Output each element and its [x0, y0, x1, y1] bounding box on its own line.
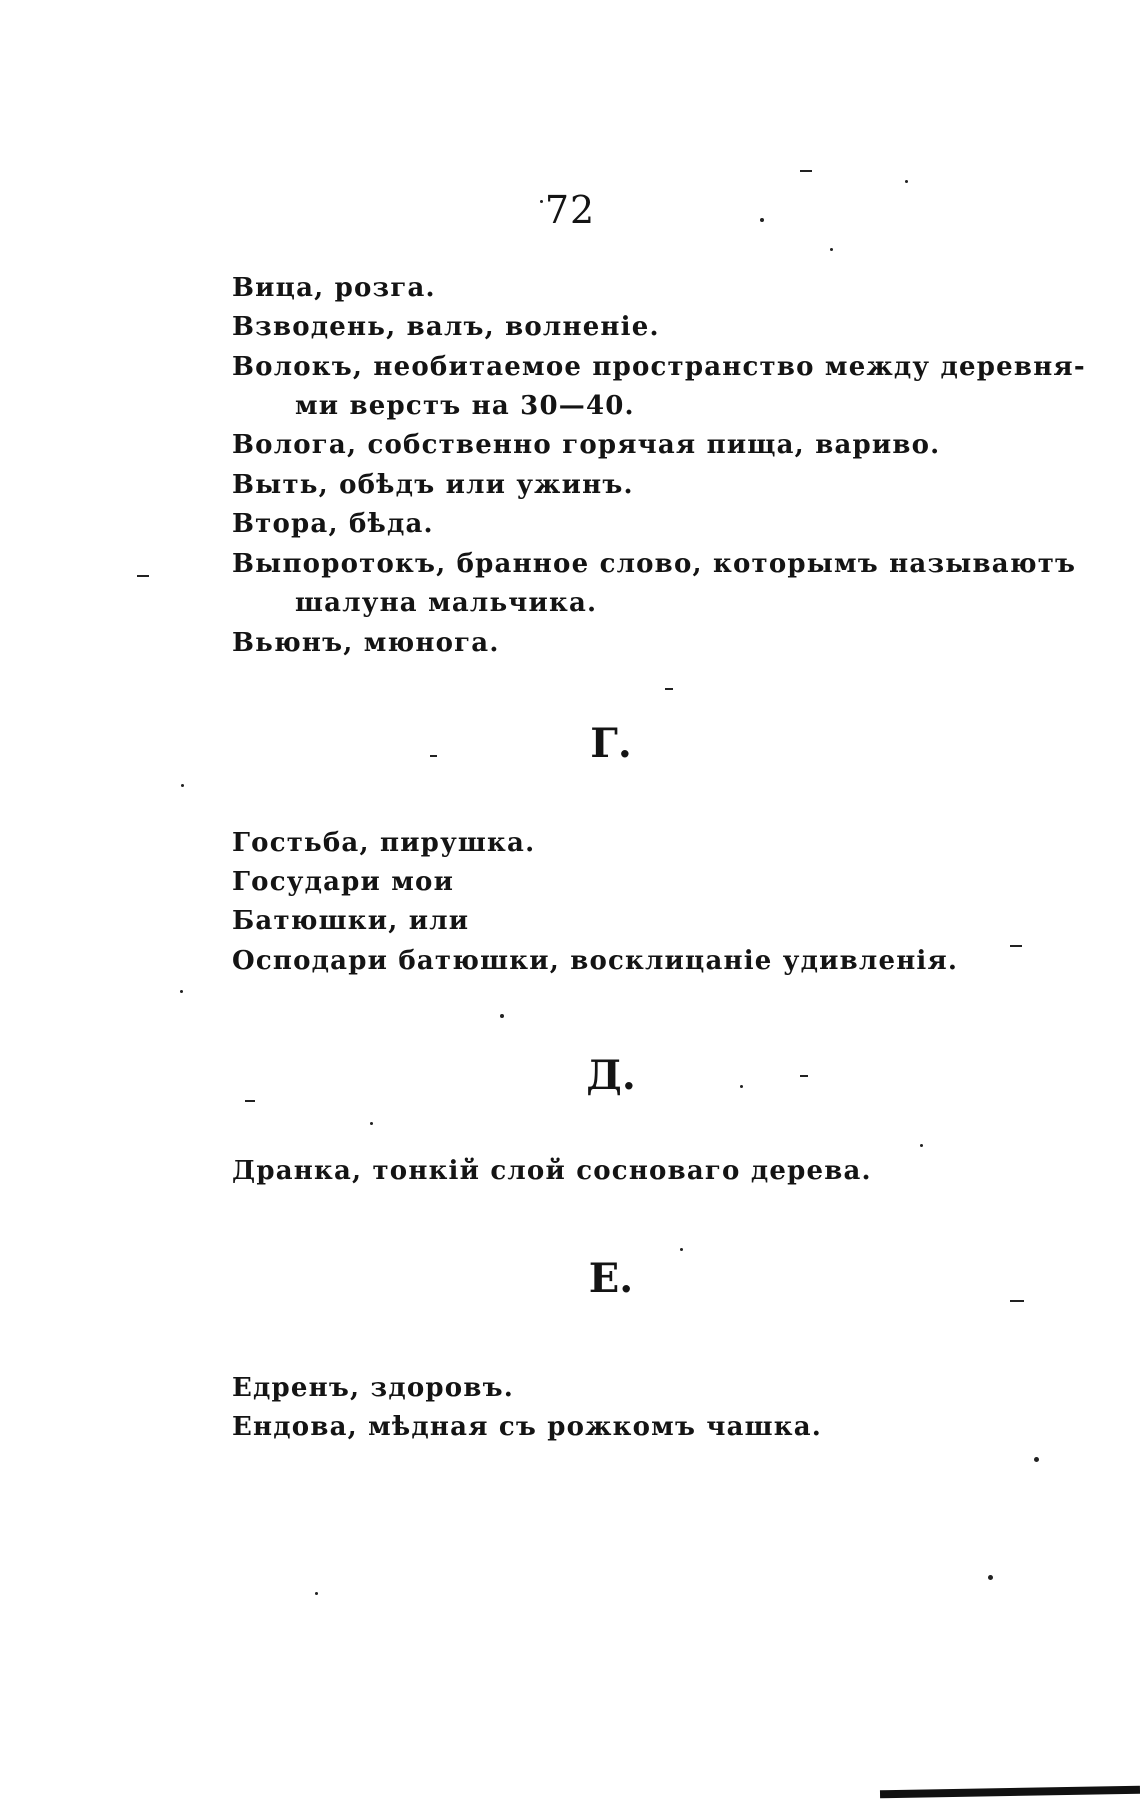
scan-edge-bar: [880, 1786, 1140, 1799]
scan-speck: [430, 755, 437, 757]
scan-speck: [905, 180, 908, 183]
entry-vitsa: Вица, розга.: [232, 273, 436, 303]
entry-vyporotok: Выпоротокъ, бранное слово, которымъ называютъ: [232, 549, 1077, 579]
scan-speck: [760, 218, 764, 222]
scan-speck: [680, 1248, 683, 1251]
scan-speck: [245, 1100, 255, 1102]
scan-speck: [1010, 1300, 1024, 1302]
entry-vtora: Втора, бѣда.: [232, 509, 434, 539]
page-number: 72: [544, 188, 596, 232]
scan-speck: [988, 1575, 993, 1580]
section-heading-e: Е.: [588, 1255, 634, 1302]
scan-speck: [1010, 945, 1022, 947]
entry-vologa: Вологa, собственно горячая пища, вариво.: [232, 430, 941, 460]
entry-edren: Едренъ, здоровъ.: [232, 1373, 514, 1403]
entry-vyun: Вьюнъ, мюнога.: [232, 628, 500, 658]
entry-vzvoden: Взводень, валъ, волненіе.: [232, 312, 660, 342]
scan-speck: [830, 248, 833, 251]
entry-gostba: Гостьба, пирушка.: [232, 828, 536, 858]
scan-speck: [920, 1144, 923, 1147]
scan-speck: [540, 200, 543, 203]
entry-vyt: Выть, обѣдъ или ужинъ.: [232, 470, 634, 500]
scan-speck: [181, 784, 184, 787]
entry-endova: Ендова, мѣдная съ рожкомъ чашка.: [232, 1412, 823, 1442]
scan-speck: [800, 1075, 808, 1077]
entry-batyushki: Батюшки, или: [232, 906, 470, 936]
entry-gosudari: Государи мои: [232, 867, 455, 897]
scan-speck: [180, 990, 183, 993]
scan-speck: [1034, 1457, 1039, 1462]
entry-volok: Волокъ, необитаемое пространство между деревня-: [232, 352, 1086, 382]
entry-dranka: Дранка, тонкій слой сосноваго дерева.: [232, 1156, 872, 1186]
scan-speck: [800, 170, 812, 172]
scan-speck: [137, 575, 149, 577]
entry-ospodari: Осподари батюшки, восклицаніе удивленія.: [232, 946, 959, 976]
scan-speck: [315, 1592, 318, 1595]
section-heading-g: Г.: [590, 720, 632, 767]
scan-speck: [665, 688, 673, 690]
scan-speck: [500, 1014, 504, 1018]
scan-speck: [740, 1085, 743, 1088]
entry-vyporotok-continuation: шалуна мальчика.: [295, 588, 598, 618]
scan-speck: [370, 1122, 373, 1125]
entry-volok-continuation: ми верстъ на 30—40.: [295, 391, 635, 421]
section-heading-d: Д.: [586, 1052, 636, 1099]
